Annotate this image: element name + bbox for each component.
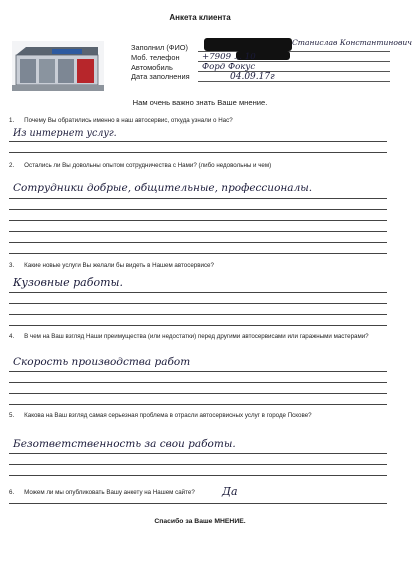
answer-line [9,393,387,394]
question-6 [9,489,381,497]
question-4-text: В чем на Ваш взгляд Наши преимущества (или недостатки) перед другими автосервисами или гаражными мастерами? [24,333,369,340]
answer-line [9,292,387,293]
date-value: 04.09.17г [230,72,275,82]
phone-label: Моб. телефон [131,53,180,62]
question-5-number: 5. [9,412,15,419]
answer-line [9,382,387,383]
answer-line [9,475,387,476]
question-2 [9,162,381,170]
question-2-text: Остались ли Вы довольны опытом сотрудничества с Нами? (либо недовольны и чем) [24,162,272,169]
answer-line [9,503,387,504]
phone-value: +7909 ... 10 [202,52,256,62]
answer-2: Сотрудники добрые, общительные, профессионалы. [13,182,313,194]
answer-6: Да [222,485,238,498]
filled-by-value: Станислав Константинович [292,38,412,47]
question-3 [9,262,381,270]
answer-line [9,209,387,210]
question-3-text: Какие новые услуги Вы желали бы видеть в Нашем автосервисе? [24,262,214,269]
answer-4: Скорость производства работ [13,356,191,368]
answer-line [9,242,387,243]
answer-line [9,253,387,254]
filled-by-label: Заполнил (ФИО) [131,43,189,52]
answer-line [9,371,387,372]
question-5-text: Какова на Ваш взгляд самая серьезная проблема в отрасли автосервисных услуг в городе Пскове? [24,412,312,419]
answer-line [9,453,387,454]
answer-line [9,231,387,232]
question-1-text: Почему Вы обратились именно в наш автосервис, откуда узнали о Нас? [24,117,233,124]
page-title: Анкета клиента [169,13,231,22]
car-label: Автомобиль [131,63,173,72]
question-6-number: 6. [9,489,15,496]
car-value: Форд Фокус [202,62,256,72]
answer-line [9,404,387,405]
question-2-number: 2. [9,162,15,169]
question-4-number: 4. [9,333,15,340]
answer-line [9,303,387,304]
thanks-text: Спасибо за Ваше МНЕНИЕ. [154,518,246,525]
question-4 [9,333,381,341]
answer-line [9,220,387,221]
date-label: Дата заполнения [131,72,190,81]
answer-line [9,464,387,465]
question-5 [9,412,381,420]
service-building-logo [12,41,104,91]
answer-5: Безответственность за свои работы. [13,438,236,450]
question-3-number: 3. [9,262,15,269]
redaction-mark-name [204,38,292,51]
question-6-text: Можем ли мы опубликовать Вашу анкету на Нашем сайте? [24,489,195,496]
date-line [198,81,390,82]
answer-3: Кузовные работы. [13,276,123,289]
answer-line [9,141,387,142]
answer-line [9,152,387,153]
answer-1: Из интернет услуг. [13,128,117,139]
answer-line [9,314,387,315]
question-1 [9,117,381,125]
intro-text: Нам очень важно знать Ваше мнение. [132,98,268,107]
question-1-number: 1. [9,117,15,124]
answer-line [9,198,387,199]
answer-line [9,325,387,326]
